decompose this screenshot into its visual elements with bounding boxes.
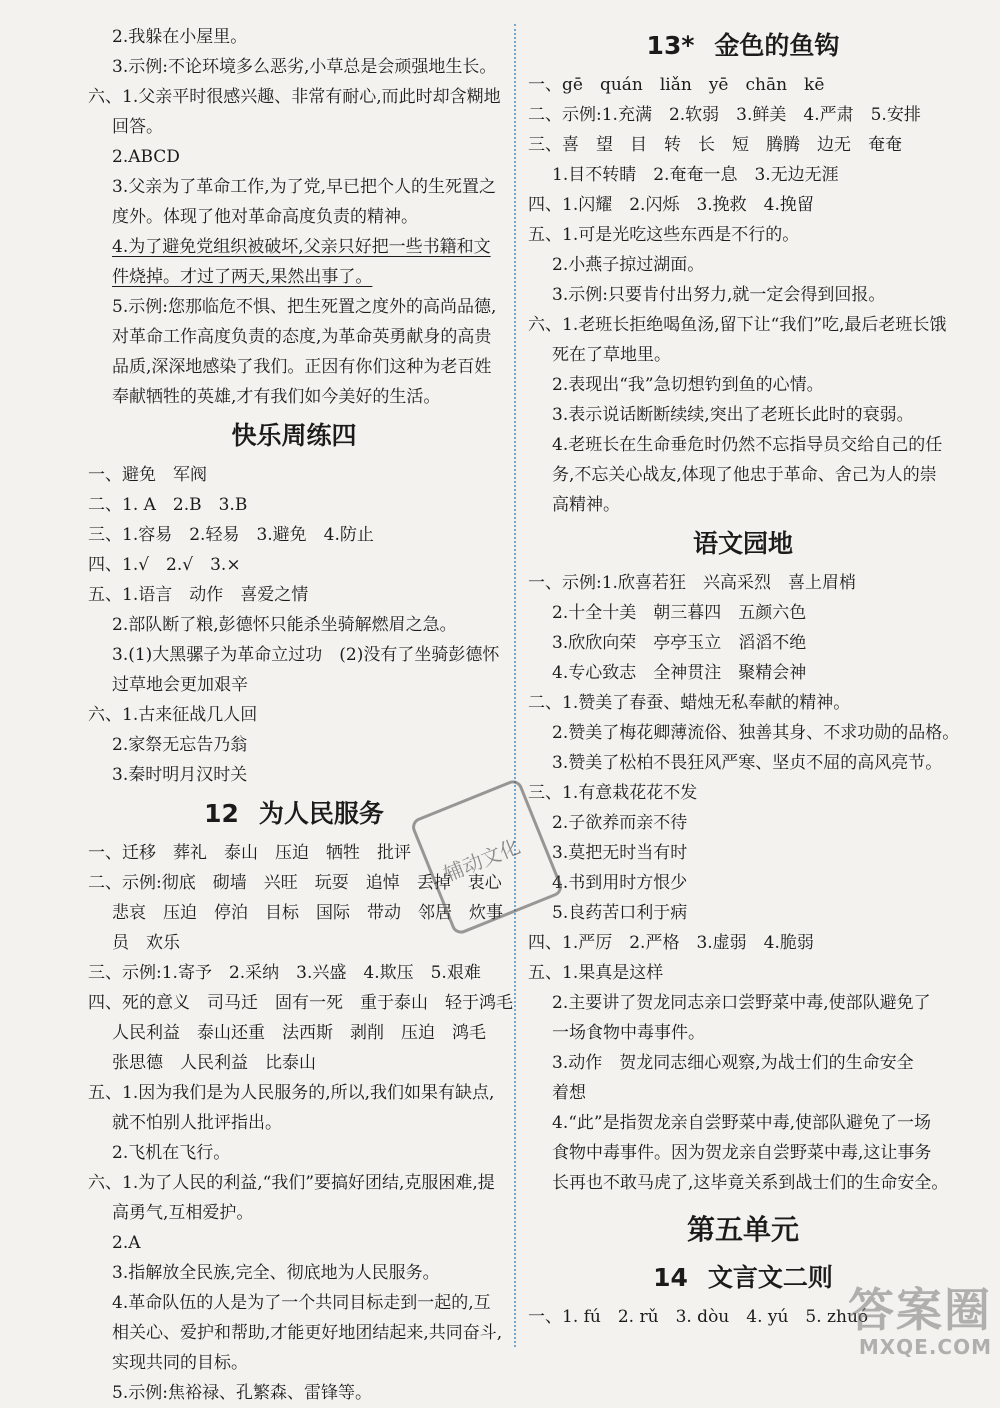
heading-title: 第五单元 bbox=[686, 1213, 799, 1246]
answer-line: 2.我躲在小屋里。 bbox=[112, 27, 248, 47]
answer-line: 一场食物中毒事件。 bbox=[552, 1023, 705, 1043]
answer-line: 件烧掉。才过了两天,果然出事了。 bbox=[112, 267, 373, 287]
answer-line: 三、示例:1.寄予 2.采纳 3.兴盛 4.欺压 5.艰难 bbox=[88, 963, 481, 983]
heading-title: 语文园地 bbox=[692, 529, 793, 558]
answer-line: 食物中毒事件。因为贺龙亲自尝野菜中毒,这让事务 bbox=[552, 1143, 932, 1163]
answer-line: 六、1.老班长拒绝喝鱼汤,留下让“我们”吃,最后老班长饿 bbox=[528, 315, 947, 335]
answer-line: 员 欢乐 bbox=[112, 933, 180, 953]
site-watermark bbox=[848, 1285, 992, 1359]
answer-line: 对革命工作高度负责的态度,为革命英勇献身的高贵 bbox=[112, 327, 492, 347]
section-heading bbox=[88, 416, 500, 456]
lesson-number: 13* bbox=[646, 31, 695, 60]
answer-line: 六、1.古来征战几人回 bbox=[88, 705, 258, 725]
right-column bbox=[528, 22, 958, 1332]
answer-line: 二、示例:彻底 砌墙 兴旺 玩耍 追悼 丢掉 衷心 bbox=[88, 873, 502, 893]
answer-line: 高勇气,互相爱护。 bbox=[112, 1203, 254, 1223]
answer-line: 过草地会更加艰辛 bbox=[112, 675, 248, 695]
answer-line: 2.A bbox=[112, 1233, 141, 1253]
answer-line: 务,不忘关心战友,体现了他忠于革命、舍己为人的崇 bbox=[552, 465, 937, 485]
answer-line: 2.主要讲了贺龙同志亲口尝野菜中毒,使部队避免了 bbox=[552, 993, 931, 1013]
section-heading bbox=[528, 524, 958, 564]
section-heading bbox=[528, 26, 958, 66]
answer-line: 奉献牺牲的英雄,才有我们如今美好的生活。 bbox=[112, 387, 441, 407]
answer-line: 4.“此”是指贺龙亲自尝野菜中毒,使部队避免了一场 bbox=[552, 1113, 932, 1133]
lesson-number: 14 bbox=[653, 1263, 688, 1292]
answer-line: 品质,深深地感染了我们。正因有你们这种为老百姓 bbox=[112, 357, 492, 377]
answer-line: 3.动作 贺龙同志细心观察,为战士们的生命安全 bbox=[552, 1053, 914, 1073]
answer-line: 4.为了避免党组织被破坏,父亲只好把一些书籍和文 bbox=[112, 237, 491, 257]
answer-line: 3.指解放全民族,完全、彻底地为人民服务。 bbox=[112, 1263, 440, 1283]
answer-line: 4.专心致志 全神贯注 聚精会神 bbox=[552, 663, 807, 683]
answer-line: 一、避免 军阀 bbox=[88, 465, 207, 485]
answer-line: 一、迁移 葬礼 泰山 压迫 牺牲 批评 bbox=[88, 843, 411, 863]
answer-line: 三、喜 望 目 转 长 短 腾腾 边无 奄奄 bbox=[528, 135, 902, 155]
answer-line: 3.示例:只要肯付出努力,就一定会得到回报。 bbox=[552, 285, 886, 305]
watermark-logo: 答案圈 bbox=[848, 1283, 992, 1337]
answer-line: 五、1.果真是这样 bbox=[528, 963, 664, 983]
answer-line: 悲哀 压迫 停泊 目标 国际 带动 邻居 炊事 bbox=[112, 903, 503, 923]
answer-line: 就不怕别人批评指出。 bbox=[112, 1113, 282, 1133]
heading-title: 为人民服务 bbox=[258, 799, 384, 828]
answer-line: 5.示例:您那临危不惧、把生死置之度外的高尚品德, bbox=[112, 297, 497, 317]
answer-line: 3.欣欣向荣 亭亭玉立 滔滔不绝 bbox=[552, 633, 807, 653]
answer-line: 一、gē quán liǎn yē chān kē bbox=[528, 75, 825, 95]
section-heading bbox=[528, 1206, 958, 1254]
answer-line: 一、1. fú 2. rǔ 3. dòu 4. yú 5. zhuó bbox=[528, 1307, 869, 1327]
answer-line: 四、1.严厉 2.严格 3.虚弱 4.脆弱 bbox=[528, 933, 814, 953]
answer-line: 四、1.闪耀 2.闪烁 3.挽救 4.挽留 bbox=[528, 195, 814, 215]
answer-line: 3.表示说话断断续续,突出了老班长此时的衰弱。 bbox=[552, 405, 914, 425]
answer-line: 3.秦时明月汉时关 bbox=[112, 765, 248, 785]
answer-line: 5.示例:焦裕禄、孔繁森、雷锋等。 bbox=[112, 1383, 372, 1403]
stamp-text: 辅动文化 bbox=[440, 834, 524, 887]
answer-line: 2.赞美了梅花卿薄流俗、独善其身、不求功勋的品格。 bbox=[552, 723, 960, 743]
answer-line: 六、1.父亲平时很感兴趣、非常有耐心,而此时却含糊地 bbox=[88, 87, 501, 107]
lesson-number: 12 bbox=[204, 799, 239, 828]
column-divider bbox=[514, 24, 516, 1347]
answer-line: 相关心、爱护和帮助,才能更好地团结起来,共同奋斗, bbox=[112, 1323, 503, 1343]
answer-line: 一、示例:1.欣喜若狂 兴高采烈 喜上眉梢 bbox=[528, 573, 856, 593]
answer-line: 五、1.语言 动作 喜爱之情 bbox=[88, 585, 309, 605]
answer-line: 2.ABCD bbox=[112, 147, 180, 167]
answer-line: 2.飞机在飞行。 bbox=[112, 1143, 231, 1163]
answer-line: 4.老班长在生命垂危时仍然不忘指导员交给自己的任 bbox=[552, 435, 943, 455]
answer-line: 四、死的意义 司马迁 固有一死 重于泰山 轻于鸿毛 bbox=[88, 993, 513, 1013]
answer-line: 2.部队断了粮,彭德怀只能杀坐骑解燃眉之急。 bbox=[112, 615, 457, 635]
heading-title: 文言文二则 bbox=[707, 1263, 833, 1292]
answer-line: 5.良药苦口利于病 bbox=[552, 903, 688, 923]
answer-line: 高精神。 bbox=[552, 495, 620, 515]
answer-line: 2.小燕子掠过湖面。 bbox=[552, 255, 705, 275]
answer-line: 三、1.容易 2.轻易 3.避免 4.防止 bbox=[88, 525, 374, 545]
answer-line: 2.子欲养而亲不待 bbox=[552, 813, 688, 833]
heading-title: 快乐周练四 bbox=[231, 421, 357, 450]
answer-line: 1.目不转睛 2.奄奄一息 3.无边无涯 bbox=[552, 165, 839, 185]
answer-line: 二、1.赞美了春蚕、蜡烛无私奉献的精神。 bbox=[528, 693, 851, 713]
answer-line: 4.革命队伍的人是为了一个共同目标走到一起的,互 bbox=[112, 1293, 491, 1313]
answer-line: 实现共同的目标。 bbox=[112, 1353, 248, 1373]
answer-line: 三、1.有意栽花花不发 bbox=[528, 783, 698, 803]
answer-line: 五、1.可是光吃这些东西是不行的。 bbox=[528, 225, 800, 245]
answer-line: 人民利益 泰山还重 法西斯 剥削 压迫 鸿毛 bbox=[112, 1023, 486, 1043]
answer-line: 张思德 人民利益 比泰山 bbox=[112, 1053, 316, 1073]
answer-line: 长再也不敢马虎了,这毕竟关系到战士们的生命安全。 bbox=[552, 1173, 949, 1193]
answer-line: 3.赞美了松柏不畏狂风严寒、坚贞不屈的高风亮节。 bbox=[552, 753, 943, 773]
answer-line: 2.表现出“我”急切想钓到鱼的心情。 bbox=[552, 375, 824, 395]
answer-line: 回答。 bbox=[112, 117, 163, 137]
answer-line: 度外。体现了他对革命高度负责的精神。 bbox=[112, 207, 418, 227]
heading-title: 金色的鱼钩 bbox=[714, 31, 840, 60]
answer-line: 六、1.为了人民的利益,“我们”要搞好团结,克服困难,提 bbox=[88, 1173, 495, 1193]
answer-line: 五、1.因为我们是为人民服务的,所以,我们如果有缺点, bbox=[88, 1083, 495, 1103]
answer-line: 2.家祭无忘告乃翁 bbox=[112, 735, 248, 755]
answer-line: 3.父亲为了革命工作,为了党,早已把个人的生死置之 bbox=[112, 177, 497, 197]
answer-line: 二、1. A 2.B 3.B bbox=[88, 495, 248, 515]
left-column bbox=[88, 22, 513, 1408]
answer-line: 3.莫把无时当有时 bbox=[552, 843, 688, 863]
answer-line: 四、1.√ 2.√ 3.× bbox=[88, 555, 241, 575]
watermark-url: MXQE.COM bbox=[858, 1335, 992, 1359]
answer-line: 3.(1)大黑骡子为革命立过功 (2)没有了坐骑彭德怀 bbox=[112, 645, 500, 665]
answer-line: 2.十全十美 朝三暮四 五颜六色 bbox=[552, 603, 807, 623]
answer-line: 死在了草地里。 bbox=[552, 345, 671, 365]
answer-line: 3.示例:不论环境多么恶劣,小草总是会顽强地生长。 bbox=[112, 57, 497, 77]
answer-line: 二、示例:1.充满 2.软弱 3.鲜美 4.严肃 5.安排 bbox=[528, 105, 921, 125]
answer-line: 着想 bbox=[552, 1083, 586, 1103]
answer-line: 4.书到用时方恨少 bbox=[552, 873, 688, 893]
